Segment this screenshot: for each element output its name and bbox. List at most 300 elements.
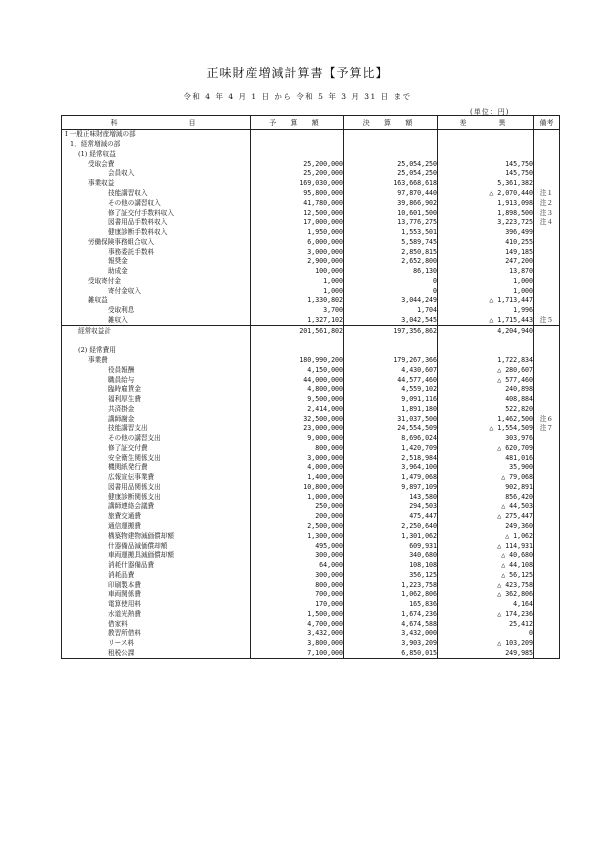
- row-note: [534, 276, 560, 286]
- row-label: 経常収益計: [62, 326, 251, 336]
- row-actual: 1,062,806: [344, 590, 438, 600]
- row-difference: 410,255: [438, 237, 534, 247]
- table-row: [62, 580, 560, 590]
- row-actual: 143,580: [344, 492, 438, 502]
- row-difference: 481,016: [438, 453, 534, 463]
- row-note: [534, 159, 560, 169]
- table-row: [62, 434, 560, 444]
- row-budget: 9,000,000: [251, 434, 344, 444]
- table-row: [62, 306, 560, 316]
- row-difference: 408,884: [438, 395, 534, 405]
- row-budget: 300,000: [251, 570, 344, 580]
- row-difference: 1,722,834: [438, 356, 534, 366]
- row-difference: [438, 140, 534, 150]
- row-difference: 303,976: [438, 434, 534, 444]
- row-budget: 1,000,000: [251, 492, 344, 502]
- row-difference: 522,820: [438, 404, 534, 414]
- row-note: [534, 336, 560, 346]
- row-note: [534, 463, 560, 473]
- row-label: 受取会費: [62, 159, 251, 169]
- row-note: 注１: [534, 189, 560, 199]
- row-difference: 1,000: [438, 276, 534, 286]
- row-note: [534, 619, 560, 629]
- row-difference: 902,891: [438, 483, 534, 493]
- row-budget: 25,200,000: [251, 159, 344, 169]
- row-label: 講師謝金: [62, 414, 251, 424]
- row-label: 図書用品関係支出: [62, 483, 251, 493]
- table-row: [62, 346, 560, 356]
- row-actual: 197,356,862: [344, 326, 438, 336]
- table-row: [62, 629, 560, 639]
- row-difference: 4,204,940: [438, 326, 534, 336]
- row-label: 車両関係費: [62, 590, 251, 600]
- row-difference: △ 423,758: [438, 580, 534, 590]
- row-actual: 3,432,000: [344, 629, 438, 639]
- row-note: [534, 267, 560, 277]
- row-note: [534, 395, 560, 405]
- header-budget: 予 算 額: [251, 116, 344, 130]
- row-budget: 200,000: [251, 512, 344, 522]
- table-row: [62, 619, 560, 629]
- row-difference: 5,361,382: [438, 179, 534, 189]
- header-difference: 差 異: [438, 116, 534, 130]
- row-actual: [344, 150, 438, 160]
- row-actual: 3,042,545: [344, 316, 438, 326]
- unit-label: (単位：円): [470, 108, 510, 116]
- row-actual: 2,250,640: [344, 522, 438, 532]
- row-difference: △ 620,709: [438, 444, 534, 454]
- row-actual: 1,223,758: [344, 580, 438, 590]
- row-note: [534, 444, 560, 454]
- row-budget: 1,400,000: [251, 473, 344, 483]
- reporting-period: 令和 4 年 4 月 1 日 から 令和 5 年 3 月 31 日 まで: [183, 92, 412, 101]
- row-label: 健康診断関係支出: [62, 492, 251, 502]
- table-row: [62, 159, 560, 169]
- row-budget: 44,000,000: [251, 375, 344, 385]
- row-budget: 95,800,000: [251, 189, 344, 199]
- row-note: [534, 326, 560, 336]
- row-note: [534, 237, 560, 247]
- table-row: [62, 130, 560, 140]
- row-budget: 1,000: [251, 276, 344, 286]
- table-row: [62, 228, 560, 238]
- row-actual: 356,125: [344, 570, 438, 580]
- row-label: 報奨金: [62, 257, 251, 267]
- table-row: [62, 639, 560, 649]
- row-difference: 249,360: [438, 522, 534, 532]
- row-difference: △ 362,806: [438, 590, 534, 600]
- row-actual: 0: [344, 286, 438, 296]
- row-difference: 3,223,725: [438, 218, 534, 228]
- row-actual: 25,054,250: [344, 169, 438, 179]
- row-difference: 25,412: [438, 619, 534, 629]
- row-label: 役員報酬: [62, 365, 251, 375]
- row-budget: 169,030,000: [251, 179, 344, 189]
- row-difference: △ 1,715,443: [438, 316, 534, 326]
- row-budget: 3,432,000: [251, 629, 344, 639]
- row-label: 印刷製本費: [62, 580, 251, 590]
- row-note: [534, 473, 560, 483]
- row-note: [534, 150, 560, 160]
- row-actual: 10,601,500: [344, 208, 438, 218]
- row-budget: 2,500,000: [251, 522, 344, 532]
- row-label: 修了証交付手数料収入: [62, 208, 251, 218]
- row-budget: 4,700,000: [251, 619, 344, 629]
- table-row: [62, 375, 560, 385]
- row-note: [534, 179, 560, 189]
- table-row: [62, 502, 560, 512]
- row-label: 受取利息: [62, 306, 251, 316]
- row-difference: [438, 150, 534, 160]
- row-budget: [251, 150, 344, 160]
- row-difference: 35,900: [438, 463, 534, 473]
- row-label: 福利厚生費: [62, 395, 251, 405]
- table-row: [62, 522, 560, 532]
- row-note: [534, 453, 560, 463]
- table-row: [62, 316, 560, 326]
- row-note: [534, 483, 560, 493]
- row-label: 寄付金収入: [62, 286, 251, 296]
- row-difference: △ 275,447: [438, 512, 534, 522]
- row-budget: 1,950,000: [251, 228, 344, 238]
- table-row: [62, 414, 560, 424]
- table-row: [62, 561, 560, 571]
- ledger-table: [61, 115, 560, 659]
- row-note: [534, 639, 560, 649]
- row-difference: △ 56,125: [438, 570, 534, 580]
- row-difference: △ 79,068: [438, 473, 534, 483]
- row-note: [534, 580, 560, 590]
- row-difference: △ 174,236: [438, 610, 534, 620]
- row-label: 広報宣伝事業費: [62, 473, 251, 483]
- row-actual: 3,964,100: [344, 463, 438, 473]
- table-row: [62, 541, 560, 551]
- row-note: [534, 130, 560, 140]
- row-budget: 12,500,000: [251, 208, 344, 218]
- table-row: [62, 444, 560, 454]
- row-label: 教習所借料: [62, 629, 251, 639]
- table-row: [62, 404, 560, 414]
- row-budget: 2,414,000: [251, 404, 344, 414]
- row-note: [534, 404, 560, 414]
- row-difference: 1,000: [438, 286, 534, 296]
- row-label: 水道光熱費: [62, 610, 251, 620]
- row-actual: 3,044,249: [344, 296, 438, 306]
- table-row: [62, 492, 560, 502]
- row-difference: △ 1,062: [438, 531, 534, 541]
- row-budget: 4,150,000: [251, 365, 344, 375]
- row-actual: [344, 336, 438, 346]
- row-actual: 9,091,116: [344, 395, 438, 405]
- row-note: [534, 492, 560, 502]
- row-difference: 1,913,098: [438, 198, 534, 208]
- row-note: [534, 346, 560, 356]
- page-title: 正味財産増減計算書【予算比】: [206, 66, 389, 80]
- row-difference: [438, 336, 534, 346]
- row-actual: 179,267,366: [344, 356, 438, 366]
- row-label: [62, 336, 251, 346]
- row-note: [534, 531, 560, 541]
- row-budget: 9,500,000: [251, 395, 344, 405]
- row-actual: 2,518,984: [344, 453, 438, 463]
- row-label: リース料: [62, 639, 251, 649]
- row-actual: 44,577,460: [344, 375, 438, 385]
- row-budget: 201,561,802: [251, 326, 344, 336]
- table-row: [62, 600, 560, 610]
- row-note: 注７: [534, 424, 560, 434]
- row-difference: △ 2,070,440: [438, 189, 534, 199]
- row-budget: 7,100,000: [251, 649, 344, 659]
- ledger-body: [62, 130, 560, 659]
- table-row: [62, 336, 560, 346]
- row-label: 什器備品減価償却額: [62, 541, 251, 551]
- row-difference: △ 44,503: [438, 502, 534, 512]
- row-note: 注３: [534, 208, 560, 218]
- row-actual: 1,674,236: [344, 610, 438, 620]
- row-note: [534, 228, 560, 238]
- row-budget: 25,200,000: [251, 169, 344, 179]
- table-row: [62, 286, 560, 296]
- row-label: 共済掛金: [62, 404, 251, 414]
- table-row: [62, 179, 560, 189]
- row-difference: 1,996: [438, 306, 534, 316]
- table-row: [62, 395, 560, 405]
- row-note: [534, 541, 560, 551]
- row-difference: △ 280,607: [438, 365, 534, 375]
- row-actual: 1,420,709: [344, 444, 438, 454]
- row-actual: 1,704: [344, 306, 438, 316]
- row-budget: 700,000: [251, 590, 344, 600]
- row-difference: 13,870: [438, 267, 534, 277]
- row-actual: 1,553,501: [344, 228, 438, 238]
- row-label: 1．経常増減の部: [62, 140, 251, 150]
- header-row: [62, 116, 560, 130]
- table-row: [62, 453, 560, 463]
- row-label: その他の講習支出: [62, 434, 251, 444]
- row-actual: 4,674,588: [344, 619, 438, 629]
- row-label: 機関紙発行費: [62, 463, 251, 473]
- row-budget: 23,000,000: [251, 424, 344, 434]
- row-actual: 6,850,015: [344, 649, 438, 659]
- row-budget: [251, 346, 344, 356]
- table-row: [62, 483, 560, 493]
- row-note: [534, 590, 560, 600]
- row-label: 通信運搬費: [62, 522, 251, 532]
- row-difference: △ 1,713,447: [438, 296, 534, 306]
- row-label: 事業費: [62, 356, 251, 366]
- row-note: [534, 257, 560, 267]
- row-actual: 1,891,180: [344, 404, 438, 414]
- row-label: 講師連絡会議費: [62, 502, 251, 512]
- row-actual: 24,554,509: [344, 424, 438, 434]
- row-label: 旅費交通費: [62, 512, 251, 522]
- row-note: [534, 306, 560, 316]
- row-actual: 25,054,250: [344, 159, 438, 169]
- row-label: 事業収益: [62, 179, 251, 189]
- row-difference: △ 40,680: [438, 551, 534, 561]
- row-actual: 4,559,102: [344, 385, 438, 395]
- row-budget: 250,000: [251, 502, 344, 512]
- table-row: [62, 570, 560, 580]
- table-row: [62, 326, 560, 336]
- table-row: [62, 276, 560, 286]
- row-note: [534, 522, 560, 532]
- row-actual: 9,897,109: [344, 483, 438, 493]
- row-actual: 475,447: [344, 512, 438, 522]
- row-note: [534, 296, 560, 306]
- row-difference: 1,898,500: [438, 208, 534, 218]
- row-note: [534, 502, 560, 512]
- row-label: 雑収入: [62, 316, 251, 326]
- row-actual: 1,301,062: [344, 531, 438, 541]
- table-row: [62, 218, 560, 228]
- table-row: [62, 356, 560, 366]
- row-budget: 100,000: [251, 267, 344, 277]
- row-label: 図書用品手数料収入: [62, 218, 251, 228]
- row-budget: 3,700: [251, 306, 344, 316]
- table-row: [62, 189, 560, 199]
- row-actual: 39,866,902: [344, 198, 438, 208]
- row-label: 技能講習支出: [62, 424, 251, 434]
- row-label: 借家料: [62, 619, 251, 629]
- table-row: [62, 198, 560, 208]
- row-label: 消耗什器備品費: [62, 561, 251, 571]
- row-budget: 32,500,000: [251, 414, 344, 424]
- row-note: 注６: [534, 414, 560, 424]
- row-label: 車両運搬具減価償却額: [62, 551, 251, 561]
- row-note: [534, 434, 560, 444]
- table-row: [62, 257, 560, 267]
- row-label: 事務委託手数料: [62, 247, 251, 257]
- row-budget: 300,000: [251, 551, 344, 561]
- table-row: [62, 610, 560, 620]
- row-actual: 31,037,500: [344, 414, 438, 424]
- row-actual: 8,696,024: [344, 434, 438, 444]
- row-label: (2) 経常費用: [62, 346, 251, 356]
- row-note: 注５: [534, 316, 560, 326]
- table-row: [62, 237, 560, 247]
- table-row: [62, 424, 560, 434]
- row-difference: 4,164: [438, 600, 534, 610]
- row-note: [534, 551, 560, 561]
- row-actual: 3,903,209: [344, 639, 438, 649]
- row-actual: 165,836: [344, 600, 438, 610]
- row-label: 技能講習収入: [62, 189, 251, 199]
- table-row: [62, 365, 560, 375]
- row-note: [534, 365, 560, 375]
- row-difference: △ 103,209: [438, 639, 534, 649]
- row-difference: [438, 130, 534, 140]
- row-difference: 145,750: [438, 159, 534, 169]
- row-note: [534, 649, 560, 659]
- row-actual: 2,652,800: [344, 257, 438, 267]
- row-label: 修了証交付費: [62, 444, 251, 454]
- row-actual: 340,680: [344, 551, 438, 561]
- row-difference: △ 114,931: [438, 541, 534, 551]
- row-budget: 4,800,000: [251, 385, 344, 395]
- row-budget: 6,000,000: [251, 237, 344, 247]
- table-row: [62, 531, 560, 541]
- row-note: 注２: [534, 198, 560, 208]
- row-actual: [344, 346, 438, 356]
- table-row: [62, 296, 560, 306]
- row-label: 臨時雇賃金: [62, 385, 251, 395]
- row-actual: 86,130: [344, 267, 438, 277]
- table-row: [62, 267, 560, 277]
- row-difference: △ 1,554,509: [438, 424, 534, 434]
- row-label: 安全衛生関係支出: [62, 453, 251, 463]
- row-actual: 294,503: [344, 502, 438, 512]
- row-note: [534, 512, 560, 522]
- row-budget: 3,000,000: [251, 453, 344, 463]
- row-label: (1) 経常収益: [62, 150, 251, 160]
- row-actual: 609,931: [344, 541, 438, 551]
- row-note: [534, 286, 560, 296]
- row-budget: 17,000,000: [251, 218, 344, 228]
- row-note: [534, 140, 560, 150]
- table-row: [62, 140, 560, 150]
- table-row: [62, 169, 560, 179]
- row-label: 受取寄付金: [62, 276, 251, 286]
- row-budget: 3,800,000: [251, 639, 344, 649]
- header-subject: 科 目: [62, 116, 251, 130]
- row-budget: 1,300,000: [251, 531, 344, 541]
- row-note: [534, 385, 560, 395]
- row-label: 電算使用料: [62, 600, 251, 610]
- table-row: [62, 463, 560, 473]
- row-difference: 149,185: [438, 247, 534, 257]
- row-actual: [344, 140, 438, 150]
- row-budget: 1,327,102: [251, 316, 344, 326]
- row-label: 健康診断手数料収入: [62, 228, 251, 238]
- row-budget: 495,000: [251, 541, 344, 551]
- row-note: [534, 356, 560, 366]
- header-actual: 決 算 額: [344, 116, 438, 130]
- row-difference: 0: [438, 629, 534, 639]
- table-row: [62, 473, 560, 483]
- row-budget: [251, 130, 344, 140]
- row-difference: 856,420: [438, 492, 534, 502]
- row-budget: 170,000: [251, 600, 344, 610]
- row-budget: 800,000: [251, 444, 344, 454]
- row-label: Ⅰ 一般正味財産増減の部: [62, 130, 251, 140]
- row-difference: 145,750: [438, 169, 534, 179]
- row-difference: △ 577,460: [438, 375, 534, 385]
- row-budget: 4,000,000: [251, 463, 344, 473]
- row-note: [534, 610, 560, 620]
- row-actual: 108,108: [344, 561, 438, 571]
- table-row: [62, 150, 560, 160]
- row-budget: [251, 336, 344, 346]
- row-note: [534, 600, 560, 610]
- row-note: [534, 570, 560, 580]
- row-actual: 0: [344, 276, 438, 286]
- row-label: 労働保険事務組合収入: [62, 237, 251, 247]
- row-label: その他の講習収入: [62, 198, 251, 208]
- row-label: 租税公課: [62, 649, 251, 659]
- row-label: 消耗品費: [62, 570, 251, 580]
- row-budget: 180,990,200: [251, 356, 344, 366]
- row-budget: 3,000,000: [251, 247, 344, 257]
- row-difference: 396,499: [438, 228, 534, 238]
- table-row: [62, 590, 560, 600]
- row-budget: 1,330,802: [251, 296, 344, 306]
- row-note: [534, 561, 560, 571]
- row-budget: 41,780,000: [251, 198, 344, 208]
- table-row: [62, 208, 560, 218]
- row-note: [534, 169, 560, 179]
- row-note: 注４: [534, 218, 560, 228]
